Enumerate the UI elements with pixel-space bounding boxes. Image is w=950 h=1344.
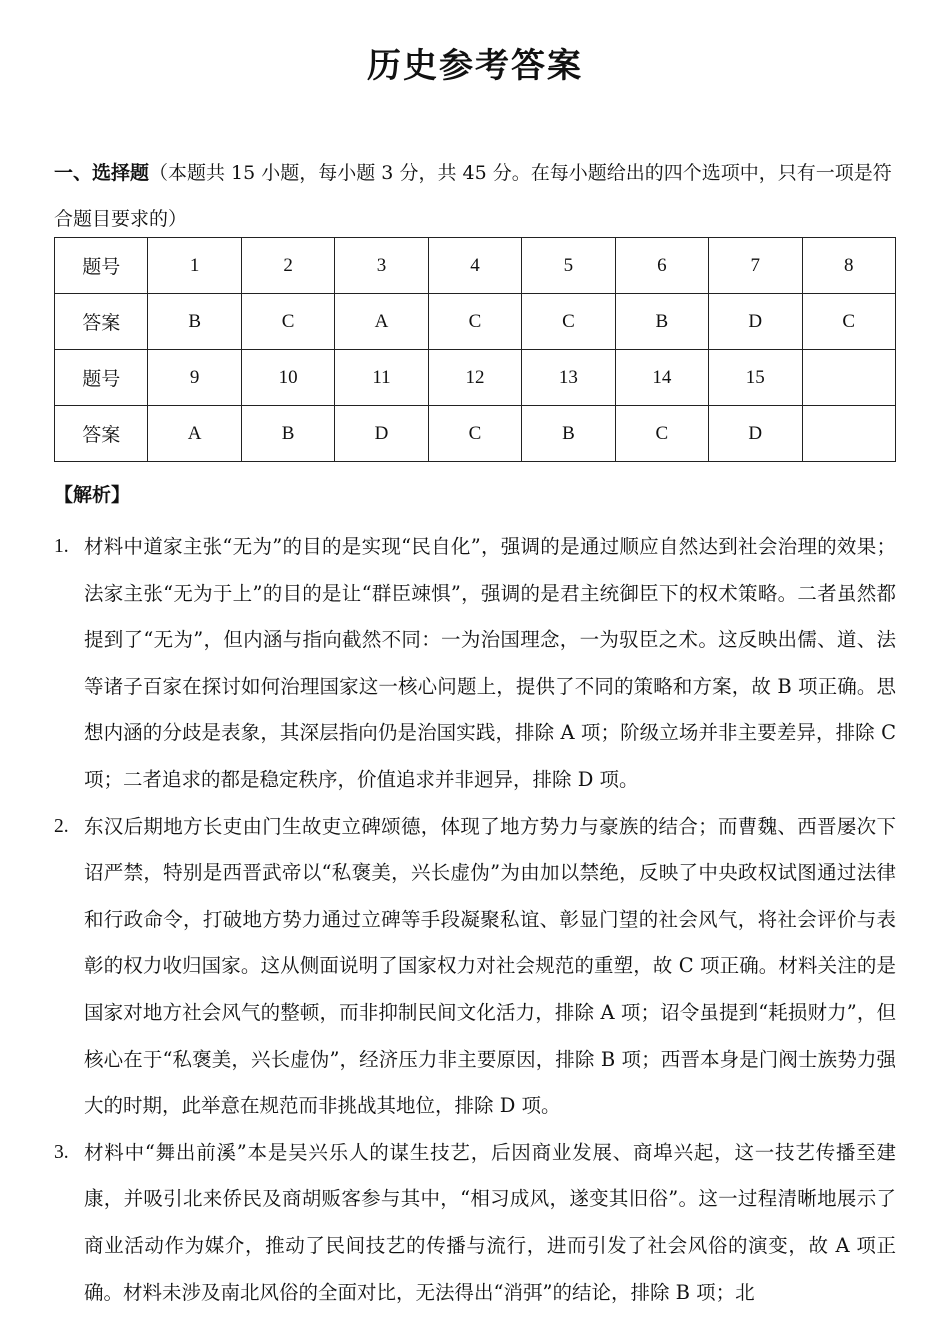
table-row: [55, 350, 896, 406]
table-cell: C: [615, 406, 708, 462]
item-text: 材料中道家主张“无为”的目的是实现“民自化”，强调的是通过顺应自然达到社会治理的效果；法家主张“无为于上”的目的是让“群臣竦惧”，强调的是君主统御臣下的权术策略。二者虽然都提到了“无为”，但内涵与指向截然不同：一为治国理念，一为驭臣之术。这反映出儒、道、法等诸子百家在探讨如何治理国家这一核心问题上，提供了不同的策略和方案，故 B 项正确。思想内涵的分歧是表象，其深层指向仍是治国实践，排除 A 项；阶级立场并非主要差异，排除 C 项；二者追求的都是稳定秩序，价值追求并非迥异，排除 D 项。: [84, 535, 896, 791]
table-cell: 题号: [55, 238, 148, 294]
table-cell: 8: [802, 238, 896, 294]
table-cell: B: [241, 406, 334, 462]
table-cell: A: [148, 406, 241, 462]
item-text: 东汉后期地方长吏由门生故吏立碑颂德，体现了地方势力与豪族的结合；而曹魏、西晋屡次下诏严禁，特别是西晋武帝以“私褒美，兴长虚伪”为由加以禁绝，反映了中央政权试图通过法律和行政命令，打破地方势力通过立碑等手段凝聚私谊、彰显门望的社会风气，将社会评价与表彰的权力收归国家。这从侧面说明了国家权力对社会规范的重塑，故 C 项正确。材料关注的是国家对地方社会风气的整顿，而非抑制民间文化活力，排除 A 项；诏令虽提到“耗损财力”，但核心在于“私褒美，兴长虚伪”，经济压力非主要原因，排除 B 项；西晋本身是门阀士族势力强大的时期，此举意在规范而非挑战其地位，排除 D 项。: [84, 814, 896, 1118]
table-cell: C: [522, 294, 615, 350]
table-cell: 题号: [55, 350, 148, 406]
table-cell: C: [428, 406, 521, 462]
table-cell: 1: [148, 238, 241, 294]
table-cell: A: [335, 294, 428, 350]
table-cell: C: [428, 294, 521, 350]
table-cell: [802, 406, 896, 462]
table-cell: 3: [335, 238, 428, 294]
table-cell: 7: [709, 238, 802, 294]
item-number: 2.: [54, 815, 69, 837]
table-cell: 4: [428, 238, 521, 294]
table-cell: 15: [709, 350, 802, 406]
table-cell: [802, 350, 896, 406]
item-text: 材料中“舞出前溪”本是吴兴乐人的谋生技艺，后因商业发展、商埠兴起，这一技艺传播至建康，并吸引北来侨民及商胡贩客参与其中，“相习成风，遂变其旧俗”。这一过程清晰地展示了商业活动作为媒介，推动了民间技艺的传播与流行，进而引发了社会风俗的演变，故 A 项正确。材料未涉及南北风俗的全面对比，无法得出“消弭”的结论，排除 B 项；北: [84, 1140, 896, 1304]
table-cell: 10: [241, 350, 334, 406]
table-cell: B: [148, 294, 241, 350]
table-row: [55, 406, 896, 462]
table-cell: B: [522, 406, 615, 462]
table-cell: D: [335, 406, 428, 462]
table-cell: 11: [335, 350, 428, 406]
table-cell: C: [802, 294, 896, 350]
table-row: [55, 294, 896, 350]
table-cell: 答案: [55, 294, 148, 350]
table-cell: 12: [428, 350, 521, 406]
table-row: [55, 238, 896, 294]
table-cell: 5: [522, 238, 615, 294]
list-item: [54, 1130, 896, 1316]
section-description: （本题共 15 小题，每小题 3 分，共 45 分。在每小题给出的四个选项中，只有一项是符合题目要求的）: [54, 162, 892, 230]
table-cell: 13: [522, 350, 615, 406]
table-cell: 14: [615, 350, 708, 406]
section-multiple-choice: [54, 150, 896, 242]
analysis-heading: 【解析】: [54, 484, 131, 506]
table-cell: C: [241, 294, 334, 350]
item-number: 3.: [54, 1141, 69, 1163]
table-cell: 答案: [55, 406, 148, 462]
section-heading: 一、选择题: [54, 162, 150, 184]
answer-table: [54, 237, 896, 462]
table-cell: 9: [148, 350, 241, 406]
table-cell: 6: [615, 238, 708, 294]
analysis-list: [54, 524, 896, 1316]
list-item: [54, 524, 896, 804]
table-cell: D: [709, 294, 802, 350]
item-number: 1.: [54, 536, 69, 557]
table-cell: 2: [241, 238, 334, 294]
table-cell: D: [709, 406, 802, 462]
list-item: [54, 804, 896, 1130]
page-title: 历史参考答案: [367, 46, 583, 86]
table-cell: B: [615, 294, 708, 350]
